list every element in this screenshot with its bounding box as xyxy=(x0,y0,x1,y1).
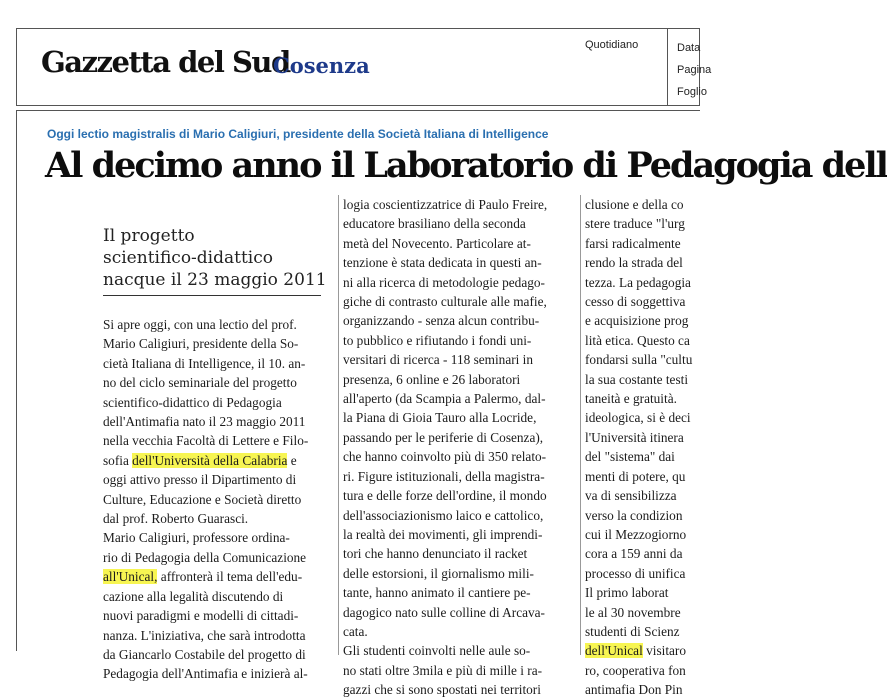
text-span: del "sistema" dai xyxy=(585,449,675,465)
article-subhead xyxy=(103,225,327,291)
text-span: clusione e della co xyxy=(585,197,684,212)
text-line xyxy=(343,661,575,680)
text-span: Il primo laborat xyxy=(585,585,669,601)
text-line xyxy=(585,350,705,369)
text-line xyxy=(585,680,705,699)
text-line xyxy=(103,664,333,683)
text-line xyxy=(343,447,575,466)
text-span: ri. Figure istituzionali, della magistra- xyxy=(343,468,545,484)
text-span: rio di Pedagogia della Comunicazione xyxy=(103,549,307,565)
text-line xyxy=(585,273,705,292)
text-line xyxy=(585,370,705,389)
article-column-2 xyxy=(343,195,575,700)
article-headline: Al decimo anno il Laboratorio di Pedagogia dell xyxy=(45,145,887,186)
text-span: gazzi che si sono spostati nei territori xyxy=(343,682,541,698)
text-span: taneità e gratuità. xyxy=(585,391,677,407)
text-line xyxy=(343,486,575,505)
meta-foglio-label: Foglio xyxy=(677,86,707,98)
text-span: la realtà dei movimenti, gli imprendi- xyxy=(343,526,543,542)
text-span: lità etica. Questo ca xyxy=(585,332,690,348)
text-line xyxy=(585,603,705,622)
text-span: dagogico nato sulle colline di Arcava- xyxy=(343,604,545,620)
text-line xyxy=(585,408,705,427)
text-line xyxy=(343,214,575,233)
subhead-rule xyxy=(103,295,321,296)
text-line xyxy=(585,253,705,272)
meta-pagina-label: Pagina xyxy=(677,64,712,76)
article-clipping xyxy=(16,110,887,698)
text-span: menti di potere, qu xyxy=(585,468,686,484)
text-line xyxy=(343,622,575,641)
text-line xyxy=(103,373,333,392)
text-span: l'Università itinera xyxy=(585,429,684,445)
text-line xyxy=(585,195,705,214)
text-line xyxy=(103,626,333,645)
text-span: dal prof. Roberto Guarasci. xyxy=(103,511,249,527)
text-span: to pubblico e rifiutando i fondi uni- xyxy=(343,332,532,348)
text-line xyxy=(343,311,575,330)
text-span: affronterà il tema dell'edu- xyxy=(157,569,303,585)
text-line xyxy=(343,603,575,622)
text-line xyxy=(343,408,575,427)
text-line xyxy=(343,641,575,660)
text-span: giche di contrasto culturale alle mafie, xyxy=(343,294,547,310)
text-line xyxy=(343,253,575,272)
text-line xyxy=(103,354,333,373)
text-span: metà del Novecento. Particolare at- xyxy=(343,235,531,251)
text-line xyxy=(585,292,705,311)
text-line xyxy=(103,645,333,664)
text-span: Si apre oggi, con una lectio del prof. xyxy=(103,317,297,332)
text-span: no del ciclo seminariale del progetto xyxy=(103,375,297,391)
text-line xyxy=(103,606,333,625)
text-span: oggi attivo presso il Dipartimento di xyxy=(103,472,297,488)
subhead-line: Il progetto xyxy=(103,226,195,246)
text-span: all'aperto (da Scampia a Palermo, dal- xyxy=(343,391,546,407)
text-line xyxy=(103,548,333,567)
text-span: cietà Italiana di Intelligence, il 10. an- xyxy=(103,355,306,371)
subhead-line: nacque il 23 maggio 2011 xyxy=(103,270,327,290)
text-line xyxy=(103,528,333,547)
article-column-3 xyxy=(585,195,705,700)
text-span: nella vecchia Facoltà di Lettere e Filo- xyxy=(103,433,309,449)
text-span: la Piana di Gioia Tauro alla Locride, xyxy=(343,410,537,426)
highlighted-text: all'Unical, xyxy=(103,569,158,585)
masthead-title: Gazzetta del Sud xyxy=(41,45,290,79)
text-span: la sua costante testi xyxy=(585,371,689,387)
newspaper-header xyxy=(16,28,712,106)
meta-labels xyxy=(677,37,711,103)
text-line xyxy=(103,470,333,489)
text-span: cata. xyxy=(343,623,368,639)
text-line xyxy=(585,467,705,486)
text-line xyxy=(343,195,575,214)
text-line xyxy=(103,451,333,470)
text-line xyxy=(343,389,575,408)
text-span: presenza, 6 online e 26 laboratori xyxy=(343,371,521,387)
text-span: dell'associazionismo laico e cattolico, xyxy=(343,507,544,523)
text-span: cazione alla legalità discutendo di xyxy=(103,588,284,604)
text-span: versitari di ricerca - 118 seminari in xyxy=(343,352,534,368)
text-line xyxy=(103,334,333,353)
column-divider xyxy=(580,195,581,655)
text-span: verso la condizion xyxy=(585,507,683,523)
text-line xyxy=(585,544,705,563)
text-span: ro, cooperativa fon xyxy=(585,662,686,678)
text-line xyxy=(103,431,333,450)
text-span: antimafia Don Pin xyxy=(585,682,683,698)
text-span: tezza. La pedagogia xyxy=(585,274,691,290)
text-span: ni alla ricerca di metodologie pedago- xyxy=(343,274,545,290)
text-span: tante, hanno animato il cantiere pe- xyxy=(343,585,531,601)
text-line xyxy=(585,641,705,660)
text-line xyxy=(585,564,705,583)
text-line xyxy=(103,393,333,412)
text-line xyxy=(585,583,705,602)
text-span: rendo la strada del xyxy=(585,255,683,271)
meta-divider xyxy=(667,29,668,105)
text-span: e xyxy=(287,452,297,468)
text-span: cora a 159 anni da xyxy=(585,546,683,562)
subhead-line: scientifico-didattico xyxy=(103,248,273,268)
text-span: logia coscientizzatrice di Paulo Freire, xyxy=(343,197,548,212)
text-span: educatore brasiliano della seconda xyxy=(343,216,526,232)
text-span: cui il Mezzogiorno xyxy=(585,526,687,542)
text-line xyxy=(103,587,333,606)
text-span: sofia xyxy=(103,452,133,468)
highlighted-text: dell'Unical xyxy=(585,643,643,659)
text-span: ideologica, si è deci xyxy=(585,410,691,426)
text-span: passando per le periferie di Cosenza), xyxy=(343,429,544,445)
text-line xyxy=(585,214,705,233)
text-line xyxy=(103,490,333,509)
text-line xyxy=(343,292,575,311)
text-span: che hanno coinvolto più di 350 relato- xyxy=(343,449,547,465)
article-column-1 xyxy=(103,315,333,684)
text-line xyxy=(585,661,705,680)
text-line xyxy=(343,370,575,389)
text-line xyxy=(585,506,705,525)
text-line xyxy=(585,311,705,330)
text-span: e acquisizione prog xyxy=(585,313,689,329)
text-span: tura e delle forze dell'ordine, il mondo xyxy=(343,488,547,504)
highlighted-text: dell'Università della Calabria xyxy=(132,452,288,468)
text-line xyxy=(585,331,705,350)
text-line xyxy=(103,509,333,528)
text-span: tori che hanno denunciato il racket xyxy=(343,546,528,562)
text-span: Culture, Educazione e Società diretto xyxy=(103,491,302,507)
text-line xyxy=(103,315,333,334)
text-line xyxy=(343,583,575,602)
text-line xyxy=(585,447,705,466)
text-span: tenzione è stata dedicata in questi an- xyxy=(343,255,542,271)
text-line xyxy=(585,389,705,408)
text-span: processo di unifica xyxy=(585,565,686,581)
text-span: va di sensibilizza xyxy=(585,488,677,504)
text-line xyxy=(103,412,333,431)
text-line xyxy=(585,622,705,641)
text-span: Mario Caligiuri, presidente della So- xyxy=(103,336,299,352)
text-line xyxy=(343,680,575,699)
text-line xyxy=(103,567,333,586)
text-span: organizzando - senza alcun contribu- xyxy=(343,313,540,329)
meta-data-label: Data xyxy=(677,42,701,54)
text-line xyxy=(343,467,575,486)
text-line xyxy=(343,234,575,253)
text-span: da Giancarlo Costabile del progetto di xyxy=(103,646,306,662)
text-span: nanza. L'iniziativa, che sarà introdotta xyxy=(103,627,306,643)
text-span: le al 30 novembre xyxy=(585,604,681,620)
text-line xyxy=(343,428,575,447)
text-line xyxy=(343,506,575,525)
text-span: cesso di soggettiva xyxy=(585,294,686,310)
text-line xyxy=(585,234,705,253)
text-span: stere traduce "l'urg xyxy=(585,216,685,232)
publication-type: Quotidiano xyxy=(585,39,639,51)
text-line xyxy=(585,428,705,447)
text-line xyxy=(585,525,705,544)
text-span: nuovi paradigmi e modelli di cittadi- xyxy=(103,608,299,624)
text-span: dell'Antimafia nato il 23 maggio 2011 xyxy=(103,414,306,430)
text-line xyxy=(343,273,575,292)
text-span: fondarsi sulla "cultu xyxy=(585,352,693,368)
text-span: Mario Caligiuri, professore ordina- xyxy=(103,530,290,546)
text-line xyxy=(343,350,575,369)
text-line xyxy=(343,564,575,583)
text-span: visitaro xyxy=(642,643,686,659)
column-divider xyxy=(338,195,339,655)
text-span: scientifico-didattico di Pedagogia xyxy=(103,394,282,410)
text-span: delle estorsioni, il giornalismo mili- xyxy=(343,565,534,581)
text-span: farsi radicalmente xyxy=(585,235,681,251)
text-span: no stati oltre 3mila e più di mille i ra- xyxy=(343,662,543,678)
text-line xyxy=(585,486,705,505)
text-span: studenti di Scienz xyxy=(585,623,680,639)
text-line xyxy=(343,525,575,544)
text-line xyxy=(343,544,575,563)
edition-name: Cosenza xyxy=(273,53,370,78)
text-span: Pedagogia dell'Antimafia e inizierà al- xyxy=(103,666,308,682)
article-kicker: Oggi lectio magistralis di Mario Caligiuri, presidente della Società Italiana di Intelligence xyxy=(47,127,549,141)
text-line xyxy=(343,331,575,350)
text-span: Gli studenti coinvolti nelle aule so- xyxy=(343,643,531,659)
